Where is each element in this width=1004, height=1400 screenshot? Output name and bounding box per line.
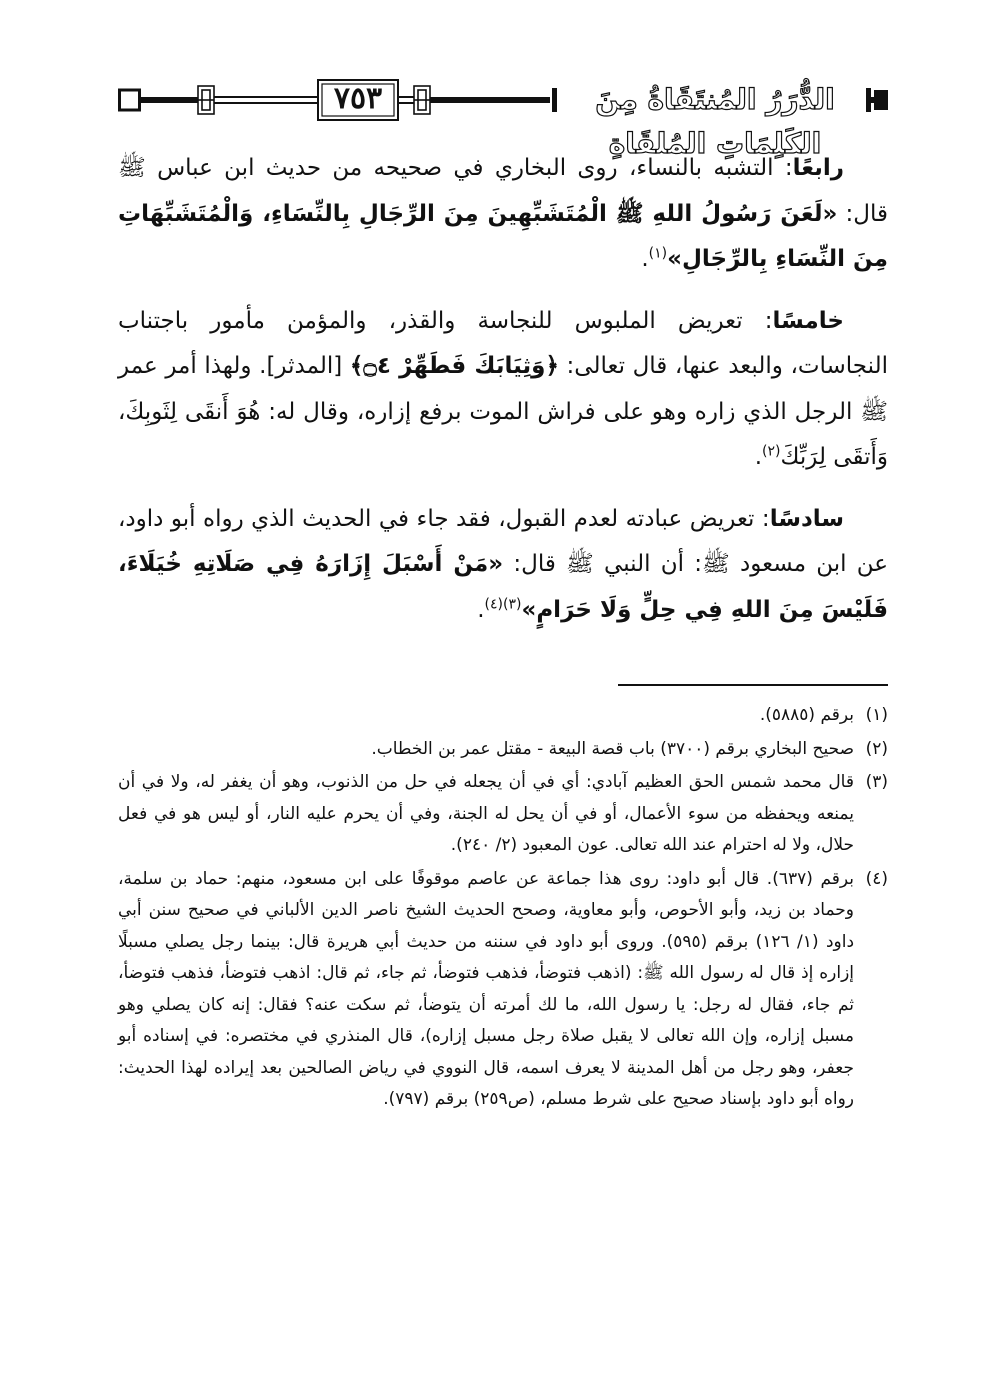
page-number: ٧٥٣ [333,81,383,116]
running-title: الدُّرَرُ المُنتَقَاةُ مِنَ الكَلِمَاتِ المُلقَاةِ [595,83,835,160]
paragraph-text: . [754,444,763,470]
paragraph-text: : التشبه بالنساء، روى البخاري في صحيحه من حديث ابن عباس ﷺ قال: [118,155,888,227]
paragraph-text: : تعريض الملبوس للنجاسة والقذر، والمؤمن مأمور باجتناب النجاسات، والبعد عنها، قال تعالى: [118,307,888,379]
paragraph-fourth [118,146,888,283]
footnote-separator [618,684,888,686]
footnote [118,767,888,862]
footnote-marker: (٢) [865,738,888,759]
footnote-text: برقم (٦٣٧). قال أبو داود: روى هذا جماعة عن عاصم موقوفًا على ابن مسعود، منهم: حماد بن سلمة، وحماد بن زيد، وأبو الأحوص، وأبو معاوية، وصحح الحديث الشيخ ناصر الدين الألباني في صحيح سنن أبي داود (١/ ١٢٦) برقم (٥٩٥). وروى أبو داود في سننه من حديث أبي هريرة قال: بينما رجل يصلي مسبلًا إزاره إذ قال له رسول الله ﷺ: (اذهب فتوضأ، فذهب فتوضأ، ثم جاء، ثم قال: اذهب فتوضأ، فذهب فتوضأ، ثم جاء، فقال له رجل: يا رسول الله، ما لك أمرته أن يتوضأ، ثم سكت عنه؟ فقال: إنه كان يصلي وهو مسبل إزاره، وإن الله تعالى لا يقبل صلاة رجل مسبل إزاره)، قال المنذري في مختصره: في إسناده أبو جعفر، وهو رجل من أهل المدينة لا يعرف اسمه، قال النووي في رياض الصالحين بعد إيراده لهذا الحديث: رواه أبو داود بإسناد صحيح على شرط مسلم، (ص٢٥٩) برقم (٧٩٧). [118,868,855,1109]
footnote-text: صحيح البخاري برقم (٣٧٠٠) باب قصة البيعة - مقتل عمر بن الخطاب. [371,738,854,759]
paragraph-text: . [641,246,649,272]
footnote-text: برقم (٥٨٨٥). [759,705,854,725]
footnote-marker: (١) [865,705,888,725]
footnote-marker: (٤) [865,868,888,889]
paragraph-lead: سادسًا [769,505,844,532]
hadith-quote: «مَنْ أَسْبَلَ إِزَارَهُ فِي صَلَاتِهِ خُيَلَاءَ، فَلَيْسَ مِنَ اللهِ فِي حِلٍّ وَلَا حَرَامٍ» [118,551,888,623]
page-header [118,76,888,160]
hadith-quote: «لَعَنَ رَسُولُ اللهِ ﷺ الْمُتَشَبِّهِينَ مِنَ الرِّجَالِ بِالنِّسَاءِ، وَالْمُتَشَبِّهَاتِ مِنَ النِّسَاءِ بِالرِّجَالِ» [118,200,888,272]
footnote-ref: (٣)(٤) [484,595,522,612]
footnote-ref: (٢) [762,443,781,460]
footnote-marker: (٣) [865,772,888,792]
paragraph-lead: خامسًا [772,307,844,334]
paragraph-sixth [118,497,888,634]
footnote [118,734,888,766]
footnote-ref: (١) [648,245,668,262]
paragraph-text: [المدثر]. ولهذا أمر عمر ﷺ الرجل الذي زاره وهو على فراش الموت برفع إزاره، وقال له: هُوَ أَنقَى لِثَوبِكَ، وَأَتقَى لِرَبِّكَ [118,353,888,470]
footnote-text: قال محمد شمس الحق العظيم آبادي: أي في أن يجعله في حل من الذنوب، وهو أن يغفر له، ولا في أن يمنعه ويحفظه من سوء الأعمال، أو في أن يحل له الجنة، وفي أن يحرم عليه النار، أو ليس هو في فعل حلال، ولا له احترام عند الله تعالى. عون المعبود (٢/ ٢٤٠). [118,772,854,855]
paragraph-text: : تعريض عبادته لعدم القبول، فقد جاء في الحديث الذي رواه أبو داود، عن ابن مسعود ﷺ: أن النبي ﷺ قال: [118,505,889,577]
main-text [118,146,888,649]
footnote [118,700,888,732]
paragraph-text: . [477,596,485,623]
footnote [118,864,888,1116]
quran-verse: ﴿وَثِيَابَكَ فَطَهِّرْ ۝٤﴾ [349,353,559,379]
paragraph-fifth [118,299,888,481]
paragraph-lead: رابعًا [792,155,844,181]
footnotes [118,700,888,1118]
